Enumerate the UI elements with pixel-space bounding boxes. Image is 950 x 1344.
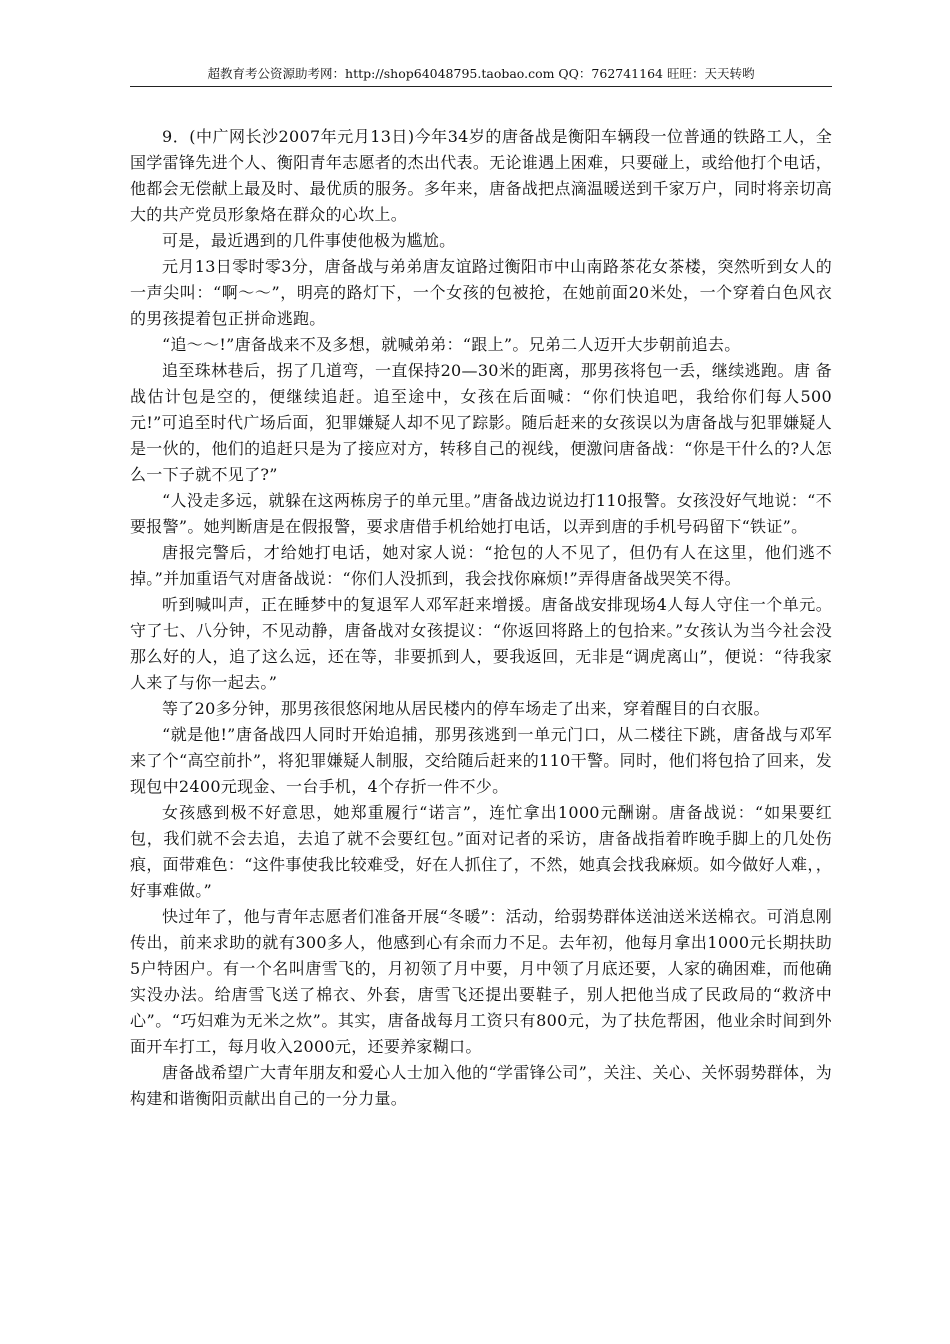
paragraph-13: 唐备战希望广大青年朋友和爱心人士加入他的“学雷锋公司”，关注、关心、关怀弱势群体，为构建和谐衡阳贡献出自己的一分力量。 xyxy=(130,1063,832,1108)
paragraph-3: 元月13日零时零3分，唐备战与弟弟唐友谊路过衡阳市中山南路茶花女茶楼，突然听到女人的一声尖叫：“啊～～”，明亮的路灯下，一个女孩的包被抢，在她前面20米处，一个穿着白色风衣的男孩提着包正拼命逃跑。 xyxy=(130,257,832,328)
header-divider xyxy=(130,86,832,87)
paragraph-10: “就是他!”唐备战四人同时开始追捕，那男孩逃到一单元门口，从二楼往下跳，唐备战与邓军来了个“高空前扑”，将犯罪嫌疑人制服，交给随后赶来的110干警。同时，他们将包拾了回来，发现包中2400元现金、一台手机，4个存折一件不少。 xyxy=(130,725,832,796)
paragraph-11: 女孩感到极不好意思，她郑重履行“诺言”，连忙拿出1000元酬谢。唐备战说：“如果要红包，我们就不会去追，去追了就不会要红包。”面对记者的采访，唐备战指着昨晚手脚上的几处伤痕，面带难色：“这件事使我比较难受，好在人抓住了，不然，她真会找我麻烦。如今做好人难，，好事难做。” xyxy=(130,803,832,900)
article-body xyxy=(130,124,832,1112)
paragraph-1: 9．(中广网长沙2007年元月13日)今年34岁的唐备战是衡阳车辆段一位普通的铁路工人，全国学雷锋先进个人、衡阳青年志愿者的杰出代表。无论谁遇上困难，只要碰上，或给他打个电话，他都会无偿献上最及时、最优质的服务。多年来，唐备战把点滴温暖送到千家万户，同时将亲切高大的共产党员形象烙在群众的心坎上。 xyxy=(130,127,832,224)
page-header: 超教育考公资源助考网：http://shop64048795.taobao.com QQ：762741164 旺旺：天天转哟 xyxy=(207,66,755,81)
paragraph-6: “人没走多远，就躲在这两栋房子的单元里。”唐备战边说边打110报警。女孩没好气地说：“不要报警”。她判断唐是在假报警，要求唐借手机给她打电话，以弄到唐的手机号码留下“铁证”。 xyxy=(130,491,832,536)
paragraph-5: 追至珠林巷后，拐了几道弯，一直保持20—30米的距离，那男孩将包一丢，继续逃跑。唐 备战估计包是空的，便继续追赶。追至途中，女孩在后面喊：“你们快追吧，我给你们每人500元!”可追至时代广场后面，犯罪嫌疑人却不见了踪影。随后赶来的女孩误以为唐备战与犯罪嫌疑人是一伙的，他们的追赶只是为了接应对方，转移自己的视线，便激问唐备战：“你是干什么的?人怎么一下子就不见了?” xyxy=(130,361,832,484)
paragraph-2: 可是，最近遇到的几件事使他极为尴尬。 xyxy=(162,231,456,250)
paragraph-8: 听到喊叫声，正在睡梦中的复退军人邓军赶来增援。唐备战安排现场4人每人守住一个单元。守了七、八分钟，不见动静，唐备战对女孩提议：“你返回将路上的包拾来。”女孩认为当今社会没那么好的人，追了这么远，还在等，非要抓到人，要我返回，无非是“调虎离山”，便说：“待我家人来了与你一起去。” xyxy=(130,595,832,692)
paragraph-7: 唐报完警后，才给她打电话，她对家人说：“抢包的人不见了，但仍有人在这里，他们逃不掉。”并加重语气对唐备战说：“你们人没抓到，我会找你麻烦!”弄得唐备战哭笑不得。 xyxy=(130,543,832,588)
paragraph-4: “追～～!”唐备战来不及多想，就喊弟弟：“跟上”。兄弟二人迈开大步朝前追去。 xyxy=(162,335,741,354)
paragraph-9: 等了20多分钟，那男孩很悠闲地从居民楼内的停车场走了出来，穿着醒目的白衣服。 xyxy=(162,699,770,718)
paragraph-12: 快过年了，他与青年志愿者们准备开展“冬暖”：活动，给弱势群体送油送米送棉衣。可消息刚传出，前来求助的就有300多人，他感到心有余而力不足。去年初，他每月拿出1000元长期扶助5户特困户。有一个名叫唐雪飞的，月初领了月中要，月中领了月底还要，人家的确困难，而他确实没办法。给唐雪飞送了棉衣、外套，唐雪飞还提出要鞋子，别人把他当成了民政局的“救济中心”。“巧妇难为无米之炊”。其实，唐备战每月工资只有800元，为了扶危帮困，他业余时间到外面开车打工，每月收入2000元，还要养家糊口。 xyxy=(130,907,832,1056)
